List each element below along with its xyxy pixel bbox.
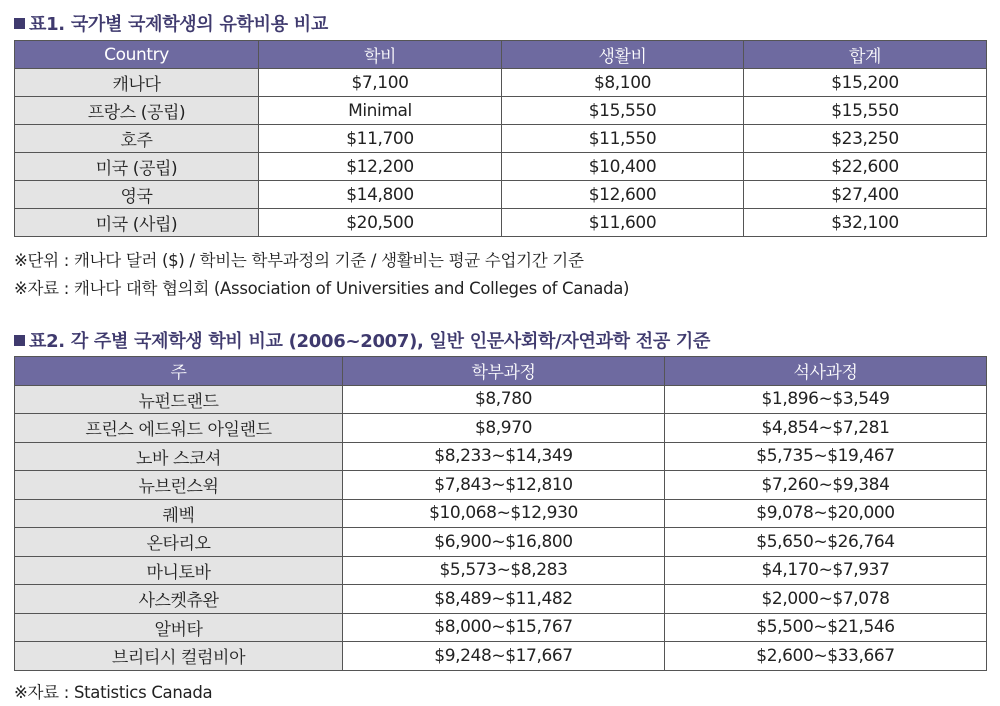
table-row xyxy=(15,385,987,414)
column-header-masters: 석사과정 xyxy=(665,357,987,386)
table2-title: 표2. 각 주별 국제학생 학비 비교 (2006~2007), 일반 인문사회학/자연과학 전공 기준 xyxy=(14,327,710,353)
province-cell: 온타리오 xyxy=(15,528,343,557)
undergraduate-cell: $5,573~$8,283 xyxy=(343,556,665,585)
undergraduate-cell: $9,248~$17,667 xyxy=(343,642,665,671)
undergraduate-cell: $8,970 xyxy=(343,414,665,443)
table-row xyxy=(15,125,987,153)
cost-comparison-table xyxy=(14,40,987,237)
country-cell: 영국 xyxy=(15,181,259,209)
tuition-cell: $14,800 xyxy=(259,181,502,209)
column-header-total: 합계 xyxy=(744,41,987,69)
living-cost-cell: $12,600 xyxy=(502,181,744,209)
undergraduate-cell: $8,489~$11,482 xyxy=(343,585,665,614)
column-header-province: 주 xyxy=(15,357,343,386)
country-cell: 캐나다 xyxy=(15,69,259,97)
undergraduate-cell: $7,843~$12,810 xyxy=(343,471,665,500)
square-bullet-icon xyxy=(14,18,25,29)
tuition-cell: $11,700 xyxy=(259,125,502,153)
table-row xyxy=(15,613,987,642)
provincial-tuition-table xyxy=(14,356,987,671)
tuition-cell: $7,100 xyxy=(259,69,502,97)
country-cell: 호주 xyxy=(15,125,259,153)
table-row xyxy=(15,97,987,125)
living-cost-cell: $11,600 xyxy=(502,209,744,237)
masters-cell: $1,896~$3,549 xyxy=(665,385,987,414)
column-header-country: Country xyxy=(15,41,259,69)
undergraduate-cell: $8,000~$15,767 xyxy=(343,613,665,642)
undergraduate-cell: $8,780 xyxy=(343,385,665,414)
total-cell: $27,400 xyxy=(744,181,987,209)
masters-cell: $4,170~$7,937 xyxy=(665,556,987,585)
table-row xyxy=(15,442,987,471)
province-cell: 퀘벡 xyxy=(15,499,343,528)
masters-cell: $5,735~$19,467 xyxy=(665,442,987,471)
table1-source-note: ※자료 : 캐나다 대학 협의회 (Association of Universities and Colleges of Canada) xyxy=(14,279,630,298)
province-cell: 브리티시 컬럼비아 xyxy=(15,642,343,671)
table-header-row xyxy=(15,357,987,386)
province-cell: 뉴브런스윅 xyxy=(15,471,343,500)
province-cell: 사스켓츄완 xyxy=(15,585,343,614)
tuition-cell: Minimal xyxy=(259,97,502,125)
column-header-living-cost: 생활비 xyxy=(502,41,744,69)
column-header-tuition: 학비 xyxy=(259,41,502,69)
country-cell: 미국 (사립) xyxy=(15,209,259,237)
table-row xyxy=(15,69,987,97)
table2-source-note: ※자료 : Statistics Canada xyxy=(14,683,213,702)
table-row xyxy=(15,556,987,585)
country-cell: 프랑스 (공립) xyxy=(15,97,259,125)
table1-title: 표1. 국가별 국제학생의 유학비용 비교 xyxy=(14,10,328,36)
masters-cell: $2,600~$33,667 xyxy=(665,642,987,671)
province-cell: 노바 스코셔 xyxy=(15,442,343,471)
table-row xyxy=(15,499,987,528)
masters-cell: $9,078~$20,000 xyxy=(665,499,987,528)
table-row xyxy=(15,528,987,557)
living-cost-cell: $8,100 xyxy=(502,69,744,97)
total-cell: $23,250 xyxy=(744,125,987,153)
table-row xyxy=(15,471,987,500)
province-cell: 마니토바 xyxy=(15,556,343,585)
masters-cell: $7,260~$9,384 xyxy=(665,471,987,500)
undergraduate-cell: $6,900~$16,800 xyxy=(343,528,665,557)
total-cell: $32,100 xyxy=(744,209,987,237)
province-cell: 알버타 xyxy=(15,613,343,642)
masters-cell: $2,000~$7,078 xyxy=(665,585,987,614)
table-row xyxy=(15,153,987,181)
tuition-cell: $20,500 xyxy=(259,209,502,237)
province-cell: 뉴펀드랜드 xyxy=(15,385,343,414)
table-header-row xyxy=(15,41,987,69)
table-row xyxy=(15,209,987,237)
living-cost-cell: $10,400 xyxy=(502,153,744,181)
masters-cell: $5,650~$26,764 xyxy=(665,528,987,557)
living-cost-cell: $11,550 xyxy=(502,125,744,153)
column-header-undergraduate: 학부과정 xyxy=(343,357,665,386)
square-bullet-icon xyxy=(14,335,25,346)
total-cell: $22,600 xyxy=(744,153,987,181)
country-cell: 미국 (공립) xyxy=(15,153,259,181)
total-cell: $15,550 xyxy=(744,97,987,125)
tuition-cell: $12,200 xyxy=(259,153,502,181)
table-row xyxy=(15,642,987,671)
living-cost-cell: $15,550 xyxy=(502,97,744,125)
undergraduate-cell: $10,068~$12,930 xyxy=(343,499,665,528)
province-cell: 프린스 에드워드 아일랜드 xyxy=(15,414,343,443)
table-row xyxy=(15,181,987,209)
masters-cell: $4,854~$7,281 xyxy=(665,414,987,443)
table-row xyxy=(15,585,987,614)
table-row xyxy=(15,414,987,443)
total-cell: $15,200 xyxy=(744,69,987,97)
table1-unit-note: ※단위 : 캐나다 달러 ($) / 학비는 학부과정의 기준 / 생활비는 평균 수업기간 기준 xyxy=(14,251,584,270)
undergraduate-cell: $8,233~$14,349 xyxy=(343,442,665,471)
masters-cell: $5,500~$21,546 xyxy=(665,613,987,642)
